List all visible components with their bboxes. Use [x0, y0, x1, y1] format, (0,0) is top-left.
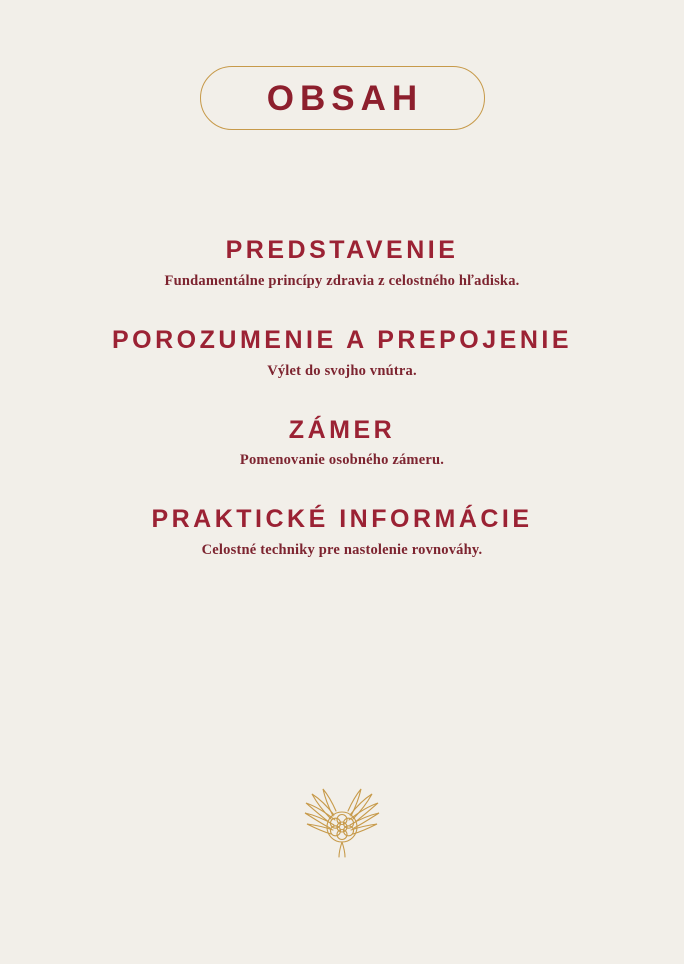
- toc-entry-title: PRAKTICKÉ INFORMÁCIE: [151, 505, 533, 534]
- emblem-container: [0, 786, 684, 858]
- page-title: OBSAH: [266, 78, 424, 118]
- toc-entry-subtitle: Pomenovanie osobného zámeru.: [239, 452, 445, 469]
- toc-entry[interactable]: [0, 416, 684, 470]
- toc-entry-subtitle: Celostné techniky pre nastolenie rovnováhy.: [201, 542, 483, 558]
- toc-entry-title: ZÁMER: [288, 415, 396, 444]
- title-pill: [200, 66, 485, 130]
- toc-entry[interactable]: [0, 326, 684, 380]
- winged-flower-of-life-icon: [299, 786, 385, 858]
- toc-entry[interactable]: [0, 505, 684, 559]
- toc-entry-title: PREDSTAVENIE: [225, 236, 459, 264]
- toc-entry-subtitle: Fundamentálne princípy zdravia z celostného hľadiska.: [164, 272, 520, 289]
- page-title-container: [0, 66, 684, 130]
- toc-entry[interactable]: [0, 236, 684, 290]
- table-of-contents: [0, 236, 684, 595]
- toc-entry-title: POROZUMENIE A PREPOJENIE: [112, 325, 572, 354]
- toc-entry-subtitle: Výlet do svojho vnútra.: [267, 362, 417, 379]
